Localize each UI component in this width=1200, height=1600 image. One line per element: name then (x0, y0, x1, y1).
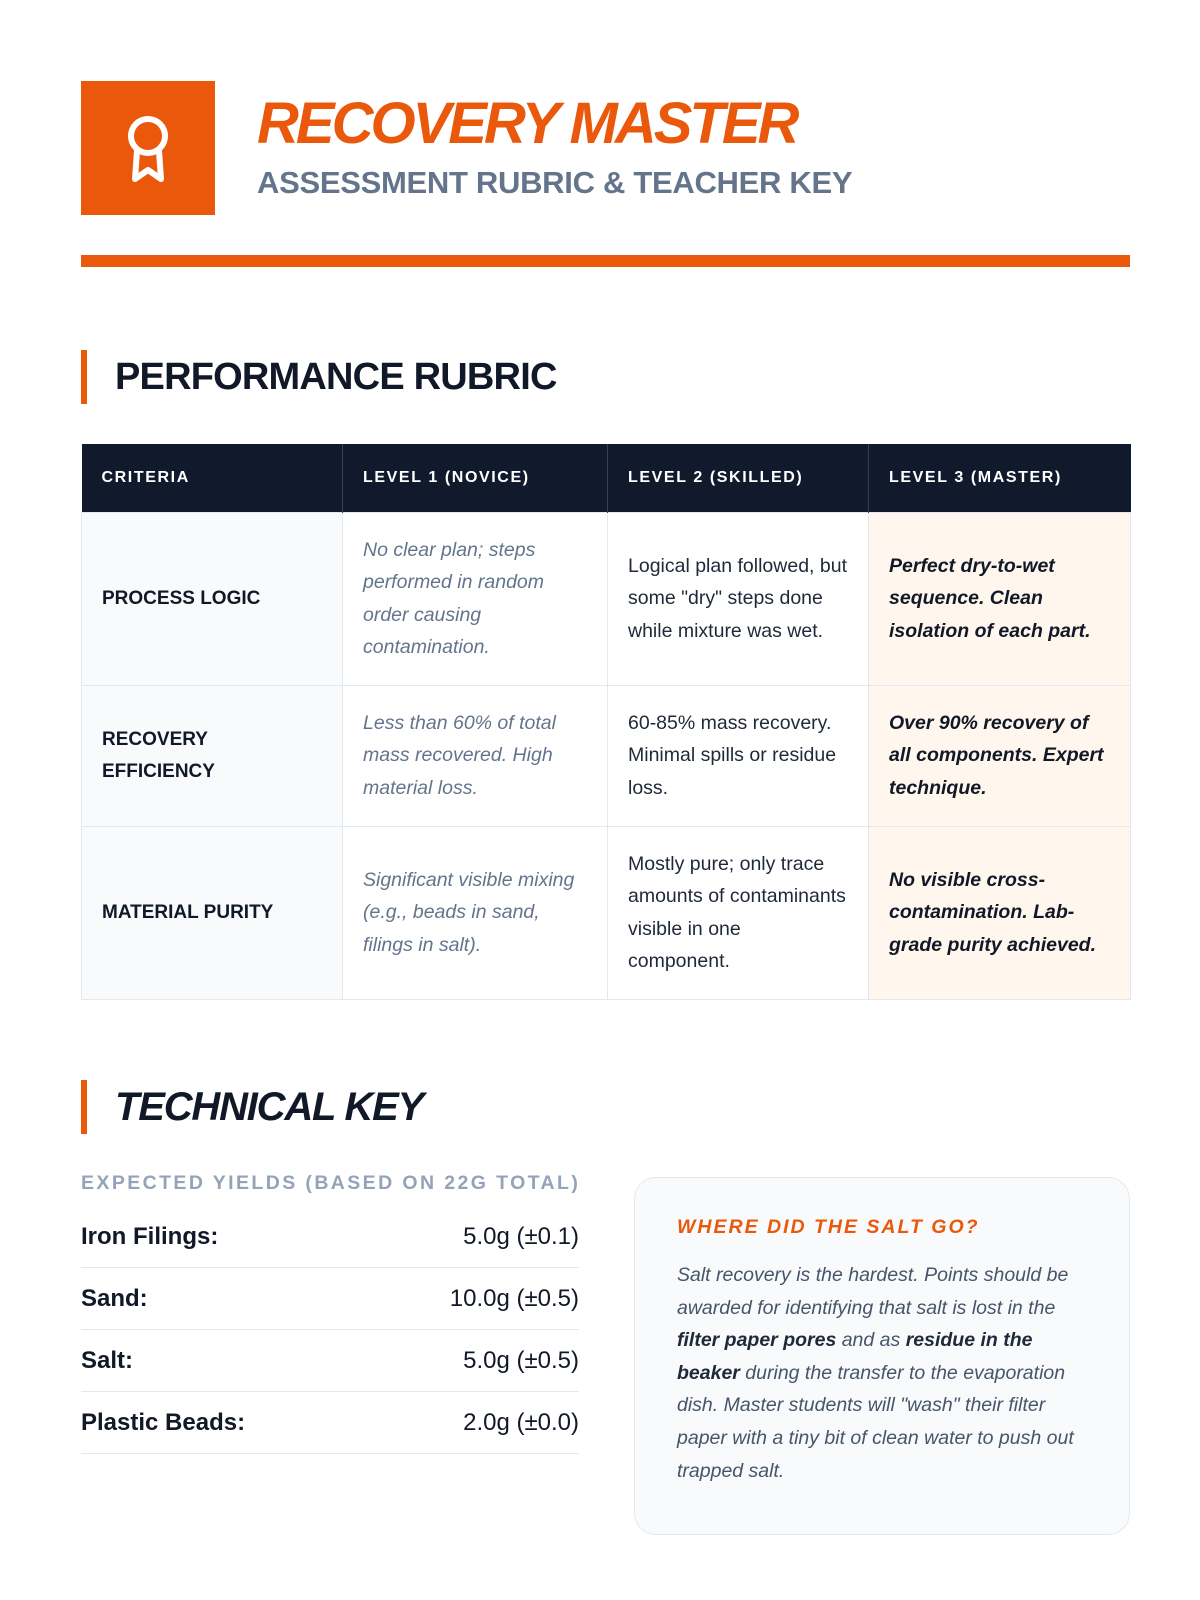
expected-yields (81, 1172, 579, 1454)
note-text: Salt recovery is the hardest. Points should be awarded for identifying that salt is lost in the (677, 1264, 1069, 1319)
table-row (82, 512, 1131, 685)
award-ribbon-icon (119, 109, 177, 187)
header-divider (81, 255, 1130, 267)
yield-row (81, 1268, 579, 1330)
novice-cell: Significant visible mixing (e.g., beads in sand, filings in salt). (343, 826, 608, 999)
yield-label: Iron Filings: (81, 1222, 219, 1250)
note-text: during the transfer to the evaporation dish. Master students will "wash" their filter paper with a tiny bit of clean water to push out trapped salt. (677, 1361, 1074, 1482)
award-badge (81, 81, 215, 215)
note-title: WHERE DID THE SALT GO? (677, 1216, 980, 1238)
master-cell: Over 90% recovery of all components. Expert technique. (869, 685, 1131, 826)
yield-value: 2.0g (±0.0) (463, 1408, 579, 1436)
yield-label: Salt: (81, 1346, 134, 1374)
yield-row (81, 1330, 579, 1392)
skilled-cell: 60-85% mass recovery. Minimal spills or residue loss. (608, 685, 869, 826)
yields-heading: EXPECTED YIELDS (BASED ON 22G TOTAL) (81, 1172, 581, 1194)
salt-note-card (634, 1177, 1130, 1535)
yield-label: Plastic Beads: (81, 1408, 246, 1436)
skilled-cell: Logical plan followed, but some "dry" steps done while mixture was wet. (608, 512, 869, 685)
note-body (677, 1259, 1087, 1487)
page-title: RECOVERY MASTER (257, 91, 797, 156)
yield-row (81, 1206, 579, 1268)
header (81, 81, 1130, 271)
yield-row (81, 1392, 579, 1454)
master-cell: Perfect dry-to-wet sequence. Clean isolation of each part. (869, 512, 1131, 685)
yield-value: 5.0g (±0.1) (463, 1222, 579, 1250)
column-header: LEVEL 1 (NOVICE) (343, 444, 608, 512)
rubric-header-row (82, 444, 1131, 512)
rubric-table (81, 444, 1131, 1000)
column-header: CRITERIA (82, 444, 343, 512)
yield-label: Sand: (81, 1284, 148, 1312)
master-cell: No visible cross-contamination. Lab-grade purity achieved. (869, 826, 1131, 999)
rubric-section-title: PERFORMANCE RUBRIC (81, 350, 557, 404)
technical-key-title: TECHNICAL KEY (81, 1080, 423, 1134)
yield-value: 10.0g (±0.5) (449, 1284, 579, 1312)
criteria-cell: PROCESS LOGIC (82, 512, 343, 685)
note-emphasis: filter paper pores (677, 1329, 837, 1352)
table-row (82, 685, 1131, 826)
criteria-cell: MATERIAL PURITY (82, 826, 343, 999)
skilled-cell: Mostly pure; only trace amounts of contaminants visible in one component. (608, 826, 869, 999)
note-text: and as (836, 1329, 906, 1352)
column-header: LEVEL 2 (SKILLED) (608, 444, 869, 512)
novice-cell: Less than 60% of total mass recovered. High material loss. (343, 685, 608, 826)
page-subtitle: ASSESSMENT RUBRIC & TEACHER KEY (257, 165, 853, 200)
column-header: LEVEL 3 (MASTER) (869, 444, 1131, 512)
note-emphasis: residue in the beaker (677, 1329, 1033, 1384)
table-row (82, 826, 1131, 999)
criteria-cell: RECOVERY EFFICIENCY (82, 685, 343, 826)
novice-cell: No clear plan; steps performed in random order causing contamination. (343, 512, 608, 685)
yield-value: 5.0g (±0.5) (463, 1346, 579, 1374)
